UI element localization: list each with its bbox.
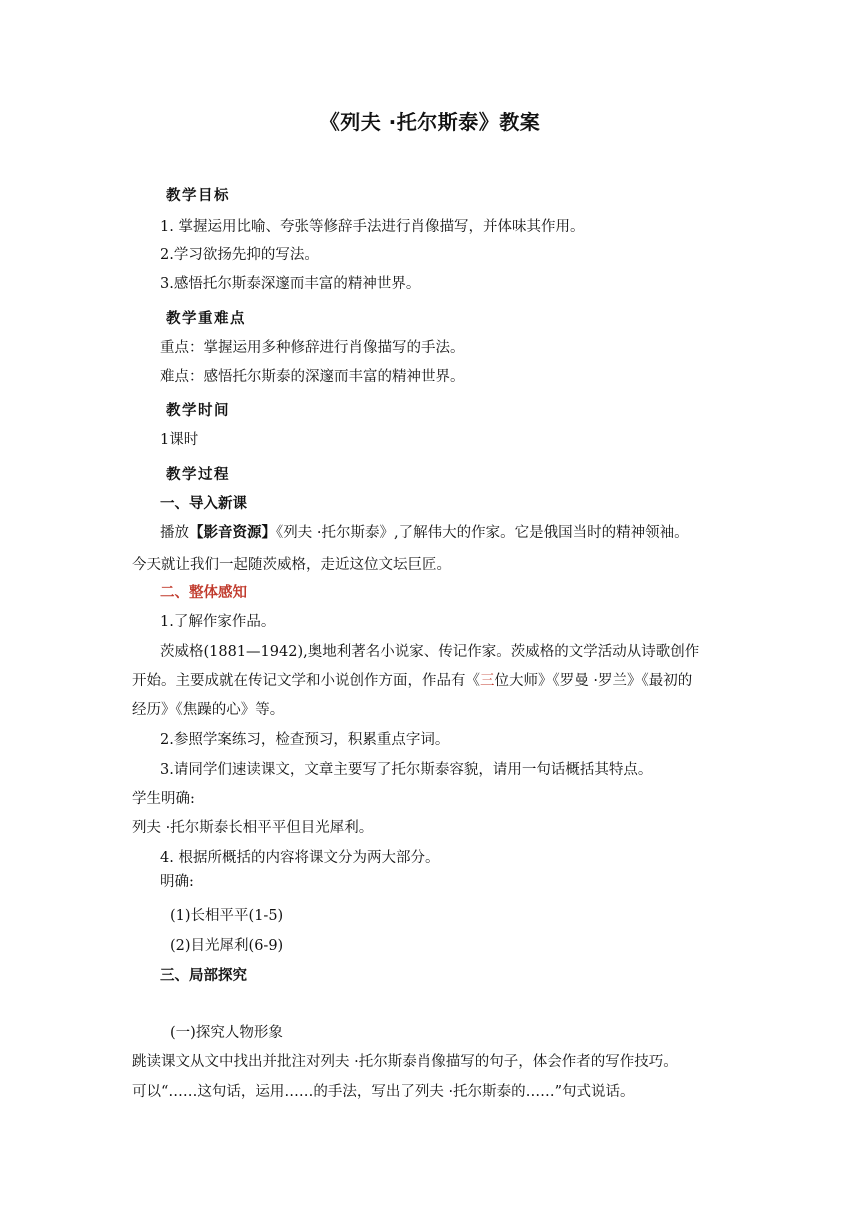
clarify-text: 列夫 ·托尔斯泰长相平平但目光犀利。: [132, 820, 374, 836]
clarify-label: 学生明确:: [132, 791, 195, 807]
section-3-line-1: 跳读课文从文中找出并批注对列夫 ·托尔斯泰肖像描写的句子，体会作者的写作技巧。: [132, 1054, 678, 1070]
section-2-item-1: 1.了解作家作品。: [160, 614, 276, 630]
bio-line-2-b: 位大师》《罗曼 ·罗兰》《最初的: [494, 673, 693, 689]
section-3-line-2: 可以“……这句话，运用……的手法，写出了列夫 ·托尔斯泰的……”句式说话。: [132, 1084, 635, 1100]
bio-line-2-a: 开始。主要成就在传记文学和小说创作方面，作品有《: [132, 673, 480, 689]
intro-prefix: 播放: [160, 525, 189, 541]
section-2-item-3: 3.请同学们速读课文，文章主要写了托尔斯泰容貌，请用一句话概括其特点。: [160, 762, 653, 778]
difficulty-point: 难点：感悟托尔斯泰的深邃而丰富的精神世界。: [160, 369, 465, 385]
intro-rest: 《列夫 ·托尔斯泰》,了解伟大的作家。它是俄国当时的精神领袖。: [276, 525, 689, 541]
objective-item-1: 1. 掌握运用比喻、夸张等修辞手法进行肖像描写，并体味其作用。: [160, 219, 585, 235]
focus-point: 重点：掌握运用多种修辞进行肖像描写的手法。: [160, 340, 465, 356]
objective-item-3: 3.感悟托尔斯泰深邃而丰富的精神世界。: [160, 276, 421, 292]
section-3-heading: 三、局部探究: [160, 968, 247, 984]
bio-line-3: 经历》《焦躁的心》等。: [132, 702, 285, 718]
objective-item-2: 2.学习欲扬先抑的写法。: [160, 247, 319, 263]
section-3-sub-1: (一)探究人物形象: [170, 1025, 283, 1041]
section-2-item-4: 4. 根据所概括的内容将课文分为两大部分。: [160, 850, 440, 866]
media-resource-label: 【影音资源】: [189, 525, 276, 541]
key-points-heading: 教学重难点: [166, 311, 246, 327]
process-heading: 教学过程: [166, 467, 230, 483]
document-title: 《列夫 ·托尔斯泰》教案: [319, 110, 541, 134]
part-1: (1)长相平平(1-5): [170, 908, 284, 924]
part-2: (2)目光犀利(6-9): [170, 938, 284, 954]
intro-paragraph-line-2: 今天就让我们一起随茨威格，走近这位文坛巨匠。: [132, 557, 451, 573]
bio-line-2: [132, 671, 692, 691]
clarify-2-label: 明确:: [160, 874, 194, 890]
objectives-heading: 教学目标: [166, 188, 230, 204]
section-2-heading: 二、整体感知: [160, 585, 247, 601]
time-value: 1课时: [160, 432, 199, 448]
section-2-item-2: 2.参照学案练习，检查预习，积累重点字词。: [160, 732, 450, 748]
intro-paragraph-line-1: [160, 523, 689, 543]
bio-highlight: 三: [480, 673, 495, 689]
section-1-heading: 一、导入新课: [160, 496, 247, 512]
time-heading: 教学时间: [166, 403, 230, 419]
bio-line-1: 茨威格(1881—1942),奥地利著名小说家、传记作家。茨威格的文学活动从诗歌创作: [160, 644, 700, 660]
